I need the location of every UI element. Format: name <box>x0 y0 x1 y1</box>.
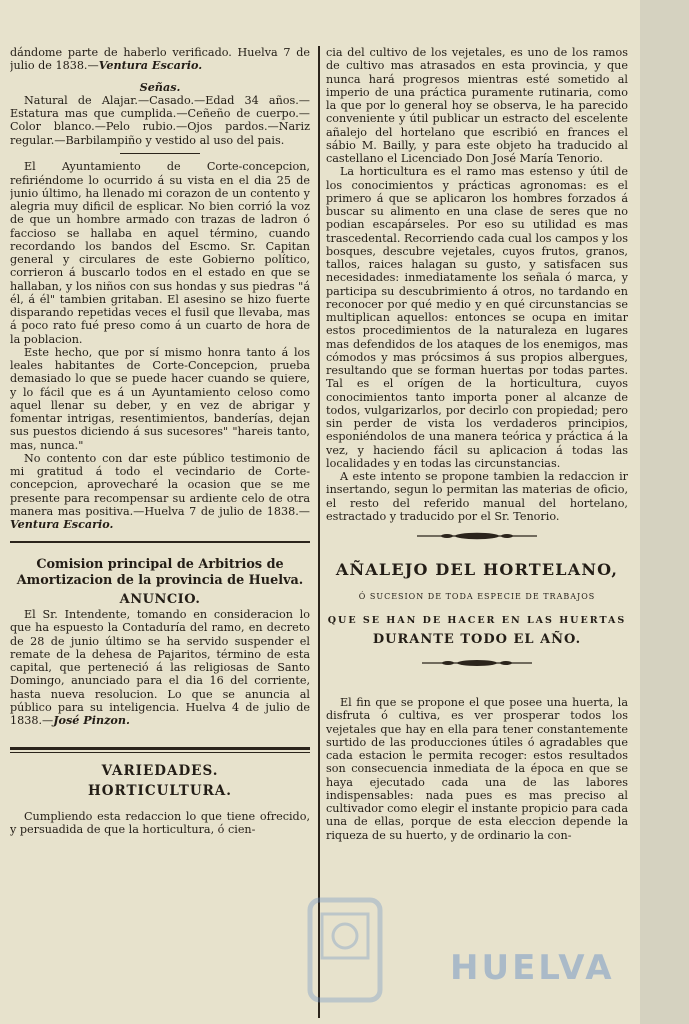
ayuntamiento-paragraph-2: Este hecho, que por sí mismo honra tanto á los leales habitantes de Corte-Concepcion, prueba demasiado lo que se puede hacer cuando se quiere, y lo fácil que es á un Ayuntamiento celoso como aquel llenar su deber, y en vez de abrigar y fomentar intrigas, resentimientos, banderías, dejan sus puestos diciendo á sus sucesores" "hareis tanto, mas, nunca." <box>10 345 310 452</box>
horticultura-heading: HORTICULTURA. <box>88 782 232 799</box>
double-rule-thick <box>10 747 310 750</box>
left-column <box>10 46 310 1012</box>
column-divider <box>318 46 320 1018</box>
intro-text: dándome parte de haberlo verificado. Huelva 7 de julio de 1838.—Ventura Escario. <box>10 46 310 73</box>
right-column <box>326 46 628 1012</box>
almanac-paragraph-1: El fin que se propone el que posee una huerta, la disfruta ó cultiva, es ver prosperar todos los vejetales que hay en ella para tener constantemente surtido de las producciones útiles ó agradables que cada estacion le permita recoger: estos resultados son consecuencia inmediata de la época en que se haya ejecutado cada una de las labores indispensables: nada pues es mas preciso al cultivador como elegir el instante propicio para cada una de ellas, porque de esta eleccion depende la riqueza de su huerto, y de ordinario la con- <box>326 696 628 842</box>
almanac-subtitle-2: QUE SE HAN DE HACER EN LAS HUERTAS <box>327 614 627 626</box>
anuncio-heading: ANUNCIO. <box>119 591 201 607</box>
intro-paragraph-3: A este intento se propone tambien la redaccion ir insertando, segun lo permitan las materias de oficio, el resto del referido manual del hortelano, estractado y traducido por el Sr. Tenorio. <box>326 470 628 523</box>
almanac-subtitle-1: Ó SUCESION DE TODA ESPECIE DE TRABAJOS <box>358 592 596 602</box>
scan-margin <box>640 0 689 1024</box>
variedades-heading: VARIEDADES. <box>101 763 219 780</box>
archive-stamp-icon <box>300 880 490 1010</box>
anuncio-signature: José Pinzon. <box>53 713 130 727</box>
section-divider <box>120 153 200 155</box>
ayuntamiento-paragraph-3: No contento con dar este público testimonio de mi gratitud á todo el vecindario de Corte-concepcion, aprovecharé la ocasion que se me presente para recompensar su ardiente celo de otra manera mas positiva.—Huelva 7 de julio de 1838.—Ventura Escario. <box>10 451 310 531</box>
horticultura-text: Cumpliendo esta redaccion lo que tiene ofrecido, y persuadida de que la horticultura, ó cien- <box>10 809 310 836</box>
comision-heading: Comision principal de Arbitrios de Amortizacion de la provincia de Huelva. <box>16 556 304 588</box>
ayuntamiento-signature: Ventura Escario. <box>10 517 114 531</box>
intro-paragraph-2: La horticultura es el ramo mas estenso y útil de los conocimientos y prácticas agronomas: es el primero á que se aplicaron los hombres forzados á buscar su alimento en una clase de seres que no podian escapárseles. Por eso su utilidad es mas trascedental. Recorriendo cada cual los campos y los bosques, descubre vejetales, cuyos frutos, granos, tallos, raices halagan su gusto, y satisfacen sus necesidades: inmediatamente los señala ó marca, y participa su descubrimiento á otros, no tardando en reconocer por qué medio y en qué circunstancias se multiplican aquellos: entonces se ocupa en imitar estos procedimientos de la naturaleza en lugares mas defendidos de los ataques de los enemigos, mas cómodos y mas prócsimos á sus propios albergues, resultando que se forman huertas por todas partes. Tal es el orígen de la horticultura, cuyos conocimientos tanto importa poner al alcanze de todos, vulgarizarlos, por decirlo con propiedad; pero sin perder de vista los verdaderos principios, esponiéndolos de una manera teórica y práctica á la vez, y haciendo fácil su aplicacion á todas las localidades y en todas las circunstancias. <box>326 165 628 470</box>
almanac-subtitle-3: DURANTE TODO EL AÑO. <box>372 631 582 647</box>
ornament-divider-icon <box>417 531 537 541</box>
senas-text: Natural de Alajar.—Casado.—Edad 34 años.—Estatura mas que cumplida.—Ceñeño de cuerpo.—Color blanco.—Pelo rubio.—Ojos pardos.—Nariz regular.—Barbilampiño y vestido al uso del pais. <box>10 93 310 147</box>
watermark-text: HUELVA <box>450 948 615 988</box>
intro-paragraph-1: cia del cultivo de los vejetales, es uno de los ramos de cultivo mas atrasados en esta provincia, y que nunca hará progresos mientras esté sometido al imperio de una práctica puramente rutinaria, como la que por lo general hoy se observa, le ha parecido conveniente y útil publicar un estracto del escelente añalejo del hortelano que escribió en frances el sábio M. Bailly, y para este objeto ha traducido al castellano el Licenciado Don José María Tenorio. <box>326 46 628 165</box>
ornament-divider-icon <box>422 658 532 668</box>
intro-signature: Ventura Escario. <box>98 58 203 73</box>
senas-heading: Señas. <box>139 79 181 94</box>
ayuntamiento-paragraph-1: El Ayuntamiento de Corte-concepcion, refiriéndome lo ocurrido á su vista en el dia 25 de junio último, ha llenado mi corazon de un contento y alegria muy dificil de esplicar. No bien corrió la voz de que un hombre armado con trazas de ladron ó faccioso se hallaba en aquel término, cuando recordando los bandos del Escmo. Sr. Capitan general y circulares de este Gobierno político, corrieron á buscarlo todos en el estado en que se hallaban, y los niños con sus hondas y sus piedras "á él, á él" tambien gritaban. El asesino se hizo fuerte disparando repetidas veces el fusil que llevaba, mas á poco rato fué preso como á un cuarto de hora de la poblacion. <box>10 160 310 346</box>
almanac-title: AÑALEJO DEL HORTELANO, <box>335 560 619 579</box>
anuncio-text: El Sr. Intendente, tomando en consideracion lo que ha espuesto la Contaduría del ramo, en decreto de 28 de junio último se ha servido suspender el remate de la dehesa de Pajaritos, término de esta capital, que perteneció á las religiosas de Santo Domingo, anunciado para el dia 16 del corriente, hasta nueva resolucion. Lo que se anuncia al público para su inteligencia. Huelva 4 de julio de 1838.—José Pinzon. <box>10 608 310 727</box>
section-divider-long <box>10 541 310 543</box>
double-rule-thin <box>10 752 310 753</box>
